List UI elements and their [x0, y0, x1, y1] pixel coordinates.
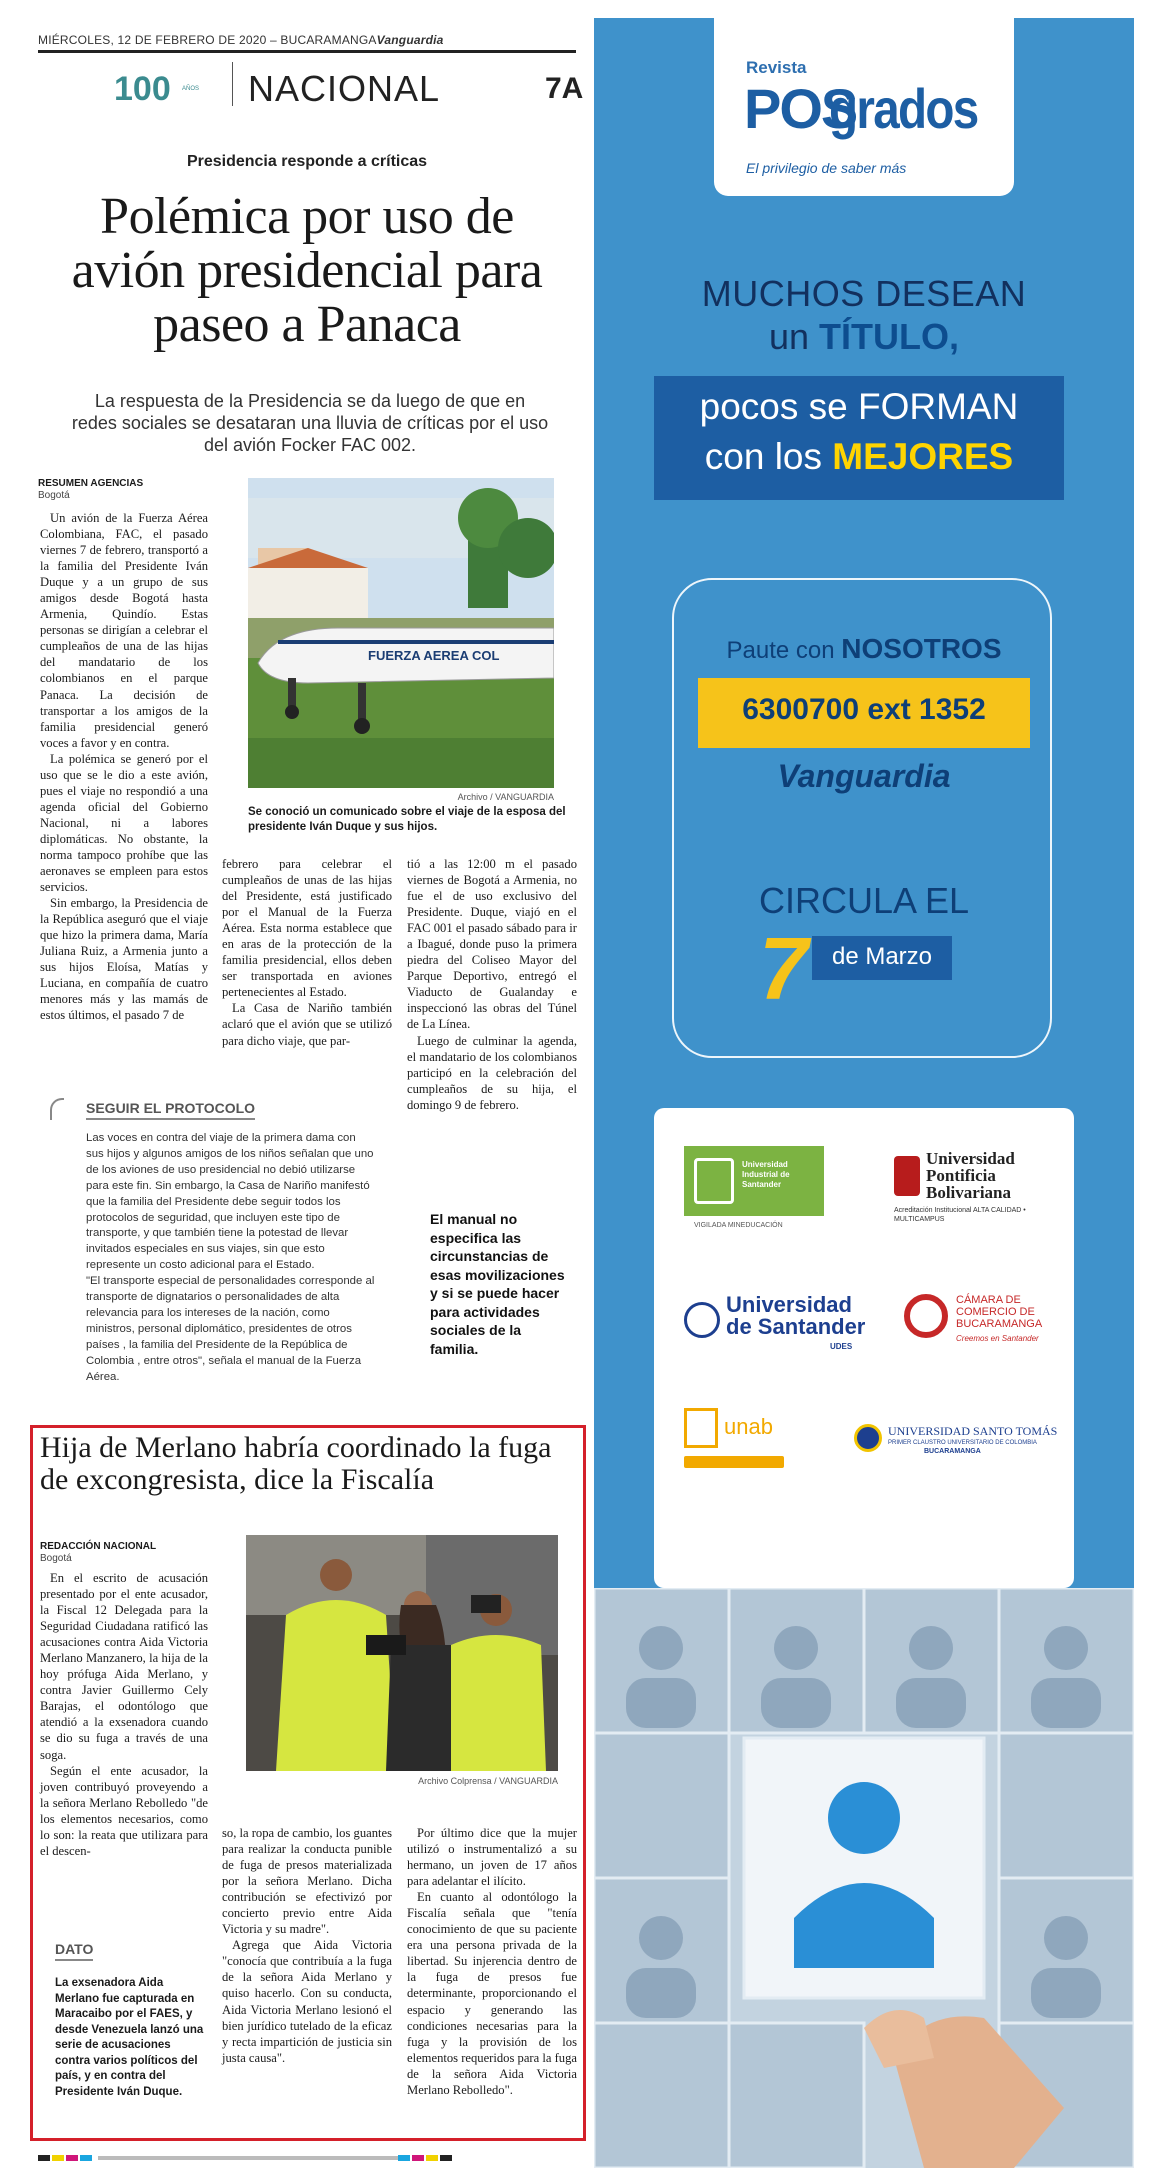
svg-text:100: 100	[114, 70, 171, 108]
uis-mark-icon	[694, 1158, 734, 1204]
pull-quote: El manual no especifica las circunstancias de esas movilizaciones y si se puede hacer para actividades sociales de la familia.	[430, 1211, 565, 1357]
unab-name: unab	[724, 1414, 773, 1439]
paragraph: Según el ente acusador, la joven contribuyó proveyendo a la señora Merlano Rebolledo "de los elementos necesarios, como lo son: la reata que utilizara para el descen-	[40, 1763, 208, 1858]
university-logos-panel	[654, 1108, 1074, 1588]
sidebar-box-title: SEGUIR EL PROTOCOLO	[86, 1100, 255, 1120]
fact-box-title: DATO	[55, 1941, 93, 1961]
uis-name: Universidad Industrial de Santander	[742, 1160, 790, 1189]
paragraph: En cuanto al odontólogo la Fiscalía señala que "tenía conocimiento de que su paciente era una persona privada de la libertad. Su injerencia dentro de la fuga de presos fue determinante, proporcionando el espacio y generando las condiciones necesarias para la fuga y la provisión de los elementos requeridos para la fuga de la señora Aida Victoria Merlano Rebolledo".	[407, 1890, 577, 2097]
uis-note: VIGILADA MINEDUCACIÓN	[694, 1222, 783, 1229]
ad-headline-line2: un TÍTULO,	[768, 316, 960, 357]
paragraph: Por último dice que la mujer utilizó o instrumentalizó a su hermano, un joven de 17 años para adelantar el ilícito.	[407, 1826, 577, 1889]
unab-mark-icon	[684, 1408, 718, 1448]
article-location: Bogotá	[40, 1553, 72, 1564]
ad-brand-name: Vanguardia	[777, 758, 951, 794]
article-headline[interactable]: Hija de Merlano habría coordinado la fuga de excongresista, dice la Fiscalía	[40, 1431, 552, 1496]
paragraph: La Casa de Nariño también aclaró que el avión que se utilizó para dicho viaje, que par-	[222, 1001, 392, 1048]
dateline: MIÉRCOLES, 12 DE FEBRERO DE 2020 – BUCARAMANGAVanguardia	[38, 33, 444, 47]
ad-headline-line3: pocos se FORMAN	[699, 386, 1019, 427]
section-name: NACIONAL	[248, 68, 441, 109]
anniversary-logo	[112, 68, 208, 108]
udes-seal-icon	[684, 1302, 720, 1338]
article-location: Bogotá	[38, 490, 70, 501]
header-rule	[38, 50, 576, 53]
ad-circula-label: CIRCULA EL	[758, 880, 970, 921]
article-column-1	[40, 510, 208, 1024]
ccb-tagline: Creemos en Santander	[956, 1334, 1039, 1343]
paragraph: febrero para celebrar el cumpleaños de unas de las hijas del Presidente, está justificado por el Manual de la Fuerza Aérea. Esta norma establece que en aras de la protección de la familia presidencial, ellos deben ser transportada en aviones pertenecientes al Estado.	[222, 857, 392, 1000]
upb-name: Universidad Pontificia Bolivariana	[926, 1149, 1015, 1202]
paragraph: Un avión de la Fuerza Aérea Colombiana, FAC, el pasado viernes 7 de febrero, transportó a la familia del Presidente Iván Duque y a un grupo de sus amigos desde Bogotá hasta Armenia, Quindío. Estas personas se dirigían a celebrar el cumpleaños de una de las hijas del mandatario de los colombianos en el parque Panaca. La decisión de transportar a los amigos de la familia presidencial generó voces a favor y en contra.	[40, 511, 208, 750]
svg-text:FUERZA AEREA COL: FUERZA AEREA COL	[368, 648, 500, 663]
paragraph: Agrega que Aida Victoria "conocía que contribuía a la fuga de la señora Aida Merlano y quiso hacerlo. Con su conducta, Aida Victoria Merlano lesionó el bien jurídico tutelado de la eficaz y recta impartición de justicia sin justa causa".	[222, 1938, 392, 2065]
section-separator	[232, 62, 233, 106]
unab-bar	[684, 1456, 784, 1468]
airplane-photo	[248, 478, 554, 788]
ad-grados-label: grados	[829, 77, 978, 140]
puzzle-illustration	[594, 1588, 1134, 2168]
paragraph: tió a las 12:00 m el pasado viernes de Bogotá a Armenia, no fue el de uso exclusivo del Presidente. Duque, viajó en el FAC 001 el pasado sábado para ir a Ibagué, donde puso la primera piedra del Coliseo Mayor del Parque Deportivo, entregó el Viaducto de Gualanday e inspeccionó las obras del Túnel de La Línea.	[407, 857, 577, 1032]
ad-month-label: de Marzo	[831, 943, 933, 970]
article-column-2	[222, 1825, 392, 2066]
upb-crest-icon	[894, 1156, 920, 1196]
article-byline: RESUMEN AGENCIAS	[38, 478, 144, 489]
ad-tagline: El privilegio de saber más	[746, 160, 907, 176]
article-column-3	[407, 856, 577, 1113]
article-deck: La respuesta de la Presidencia se da luego de que en redes sociales se desataran una lluvia de críticas por el uso del avión Focker FAC 002.	[71, 391, 549, 455]
article-headline[interactable]: Polémica por uso de avión presidencial para paseo a Panaca	[71, 188, 543, 353]
paragraph: "El transporte especial de personalidades corresponde al transporte de dignatarios o personalidades de alta relevancia para los intereses de la nación, como ministros, personal diplomático, presidentes de otros países , la familia del Presidente de la República de Colombia , entre otros", señala el manual de la Fuerza Aérea.	[86, 1275, 375, 1383]
ccb-name: CÁMARA DE COMERCIO DE BUCARAMANGA	[956, 1294, 1043, 1330]
ad-pos-label: POS	[744, 77, 857, 140]
sidebar-box-text	[86, 1131, 376, 1386]
article-column-3	[407, 1825, 577, 2098]
paragraph: so, la ropa de cambio, los guantes para realizar la conducta punible de fuga de presos materializada por la señora Merlano. Dicha contribución se efectivizó por concierto previo entre Aida Victoria y su madre".	[222, 1826, 392, 1937]
sidebar-box-bracket	[50, 1098, 64, 1120]
upb-note: Acreditación Institucional ALTA CALIDAD • MULTICAMPUS	[894, 1207, 1026, 1223]
photo-credit: Archivo Colprensa / VANGUARDIA	[418, 1776, 558, 1786]
article-column-1	[40, 1570, 208, 1859]
ust-name: UNIVERSIDAD SANTO TOMÁS	[888, 1424, 1058, 1438]
ccb-mark-icon	[904, 1294, 948, 1338]
svg-text:AÑOS: AÑOS	[182, 86, 200, 92]
article-byline: REDACCIÓN NACIONAL	[40, 1541, 157, 1552]
paragraph: Las voces en contra del viaje de la primera dama con sus hijos y algunos amigos de los niños señalan que uno de los aviones de uso presidencial no debió utilizarse para este fin. Sin embargo, la Casa de Nariño manifestó que la familia del Presidente debe seguir todos los protocolos de seguridad, que incluyen este tipo de transporte, y que también tiene la potestad de llevar invitados especiales en sus viajes, sin que esto represente un costo adicional para el Estado.	[86, 1132, 374, 1272]
paragraph: Luego de culminar la agenda, el mandatario de los colombianos participó en la celebración del cumpleaños de su hija, el domingo 9 de febrero.	[407, 1033, 577, 1112]
ad-phone-number[interactable]: 6300700 ext 1352	[742, 693, 986, 726]
fact-box-text: La exsenadora Aida Merlano fue capturada en Maracaibo por el FAES, y desde Venezuela lanzó una serie de acusaciones contra varios políticos del país, y en contra del Presidente Iván Duque.	[55, 1977, 204, 2098]
page-number: 7A	[545, 72, 584, 105]
arrest-photo	[246, 1535, 558, 1771]
ad-headline-line4: con los MEJORES	[704, 436, 1014, 477]
ad-date-number: 7	[759, 919, 808, 1018]
paragraph: En el escrito de acusación presentado por el ente acusador, la Fiscal 12 Delegada para la Seguridad Ciudadana ratificó las acusaciones contra Aida Victoria Merlano Manzanero, la hija de la hoy prófuga Aida Merlano, y contra Javier Guillermo Cely Barajas, el odontólogo que atendió a la exsenadora cuando se dio su fuga a través de una soga.	[40, 1571, 208, 1762]
ust-seal-icon	[854, 1424, 882, 1452]
ad-headline-line1: MUCHOS DESEAN	[701, 273, 1027, 314]
ad-paute-label: Paute con NOSOTROS	[726, 633, 1002, 664]
advertisement[interactable]	[594, 18, 1134, 2168]
ust-city: BUCARAMANGA	[924, 1448, 981, 1455]
udes-name: Universidad de Santander	[726, 1292, 866, 1339]
ust-line2: PRIMER CLAUSTRO UNIVERSITARIO DE COLOMBIA	[888, 1440, 1037, 1446]
photo-caption: Se conoció un comunicado sobre el viaje de la esposa del presidente Iván Duque y sus hijos.	[248, 806, 566, 833]
article-column-2	[222, 856, 392, 1049]
ad-revista-label: Revista	[746, 58, 807, 77]
paragraph: La polémica se generó por el uso que se le dio a este avión, pues el viaje no respondió a una agenda oficial del Gobierno Nacional, ni a labores diplomáticas. No obstante, la norma tampoco prohíbe que las aeronaves se empleen para estos servicios.	[40, 751, 208, 895]
article-kicker: Presidencia responde a críticas	[186, 153, 428, 170]
udes-abbr: UDES	[830, 1342, 853, 1351]
photo-credit: Archivo / VANGUARDIA	[457, 792, 554, 802]
paragraph: Sin embargo, la Presidencia de la República aseguró que el viaje que hizo la primera dama, María Juliana Ruiz, a Armenia junto a sus hijos Eloísa, Matías y Luciana, en compañía de cuatro menores más y las mamás de estos últimos, el pasado 7 de	[40, 896, 208, 1023]
